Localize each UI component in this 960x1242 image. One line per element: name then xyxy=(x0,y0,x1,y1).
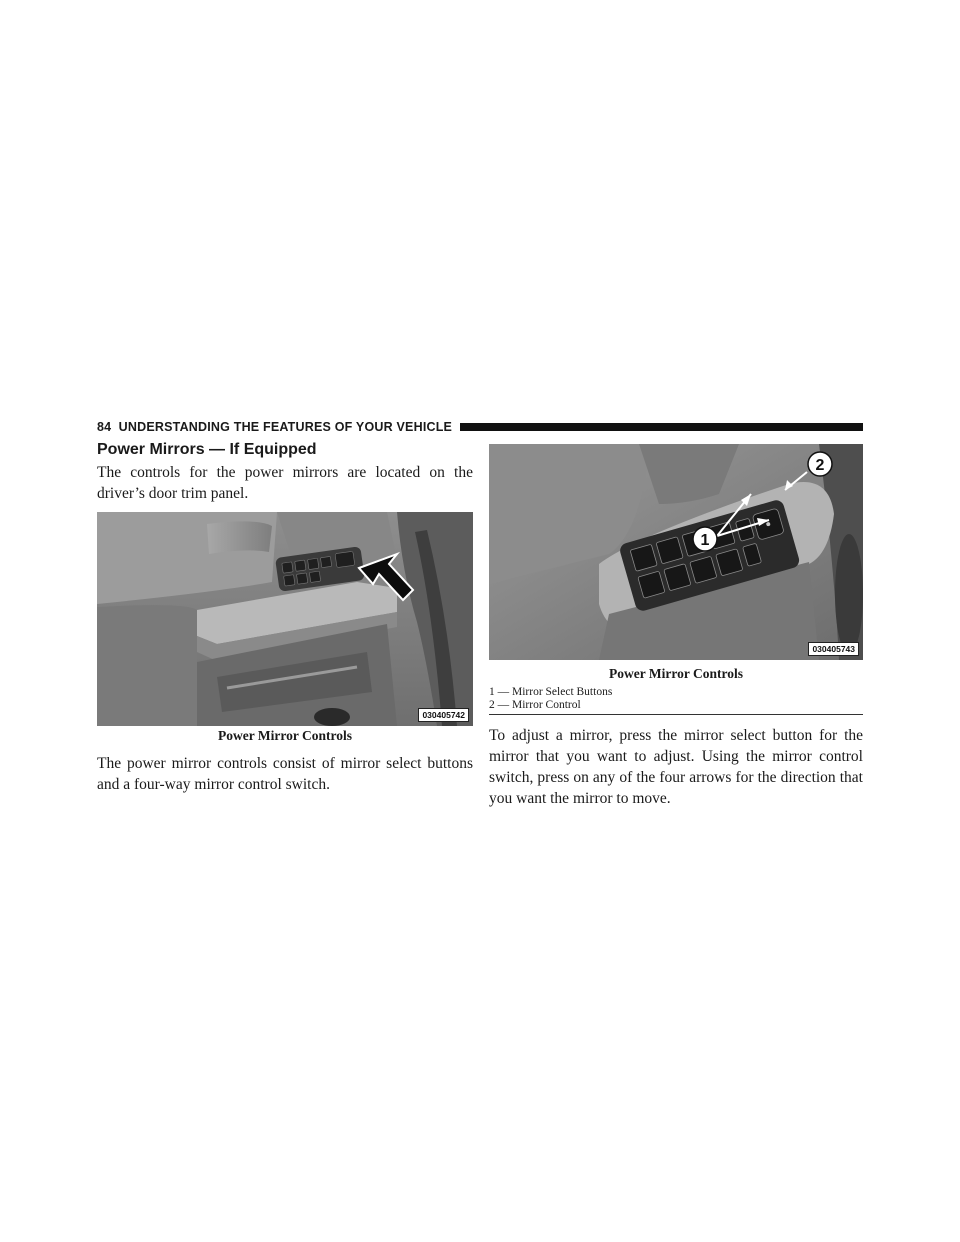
body-paragraph: The power mirror controls consist of mirror select buttons and a four-way mirror control switch. xyxy=(97,755,473,793)
callout-1: 1 xyxy=(700,532,710,549)
figure-legend xyxy=(489,686,863,715)
figure-caption: Power Mirror Controls xyxy=(218,728,352,743)
figure-caption: Power Mirror Controls xyxy=(609,666,743,681)
door-panel-photo xyxy=(97,512,473,726)
switch-closeup-photo xyxy=(489,444,863,660)
intro-paragraph: The controls for the power mirrors are located on the driver’s door trim panel. xyxy=(97,464,473,502)
figure-code: 030405743 xyxy=(808,642,859,656)
header-text xyxy=(97,420,460,434)
legend-item: 1 — Mirror Select Buttons xyxy=(489,686,613,698)
section-name: UNDERSTANDING THE FEATURES OF YOUR VEHICLE xyxy=(118,420,453,434)
header-rule xyxy=(460,423,863,431)
body-paragraph: To adjust a mirror, press the mirror select button for the mirror that you want to adjust. Using the mirror control switch, press on any of the four arrows for the direction that you want the mirror to move. xyxy=(489,727,863,807)
figure-code: 030405742 xyxy=(418,708,469,722)
running-header xyxy=(97,420,863,434)
figure-door-panel xyxy=(97,512,473,726)
page-number: 84 xyxy=(97,420,112,434)
callout-2: 2 xyxy=(815,457,825,474)
legend-item: 2 — Mirror Control xyxy=(489,699,581,711)
left-column xyxy=(97,440,473,795)
right-column xyxy=(489,444,863,809)
section-title: Power Mirrors — If Equipped xyxy=(97,441,317,458)
figure-switch-closeup xyxy=(489,444,863,660)
